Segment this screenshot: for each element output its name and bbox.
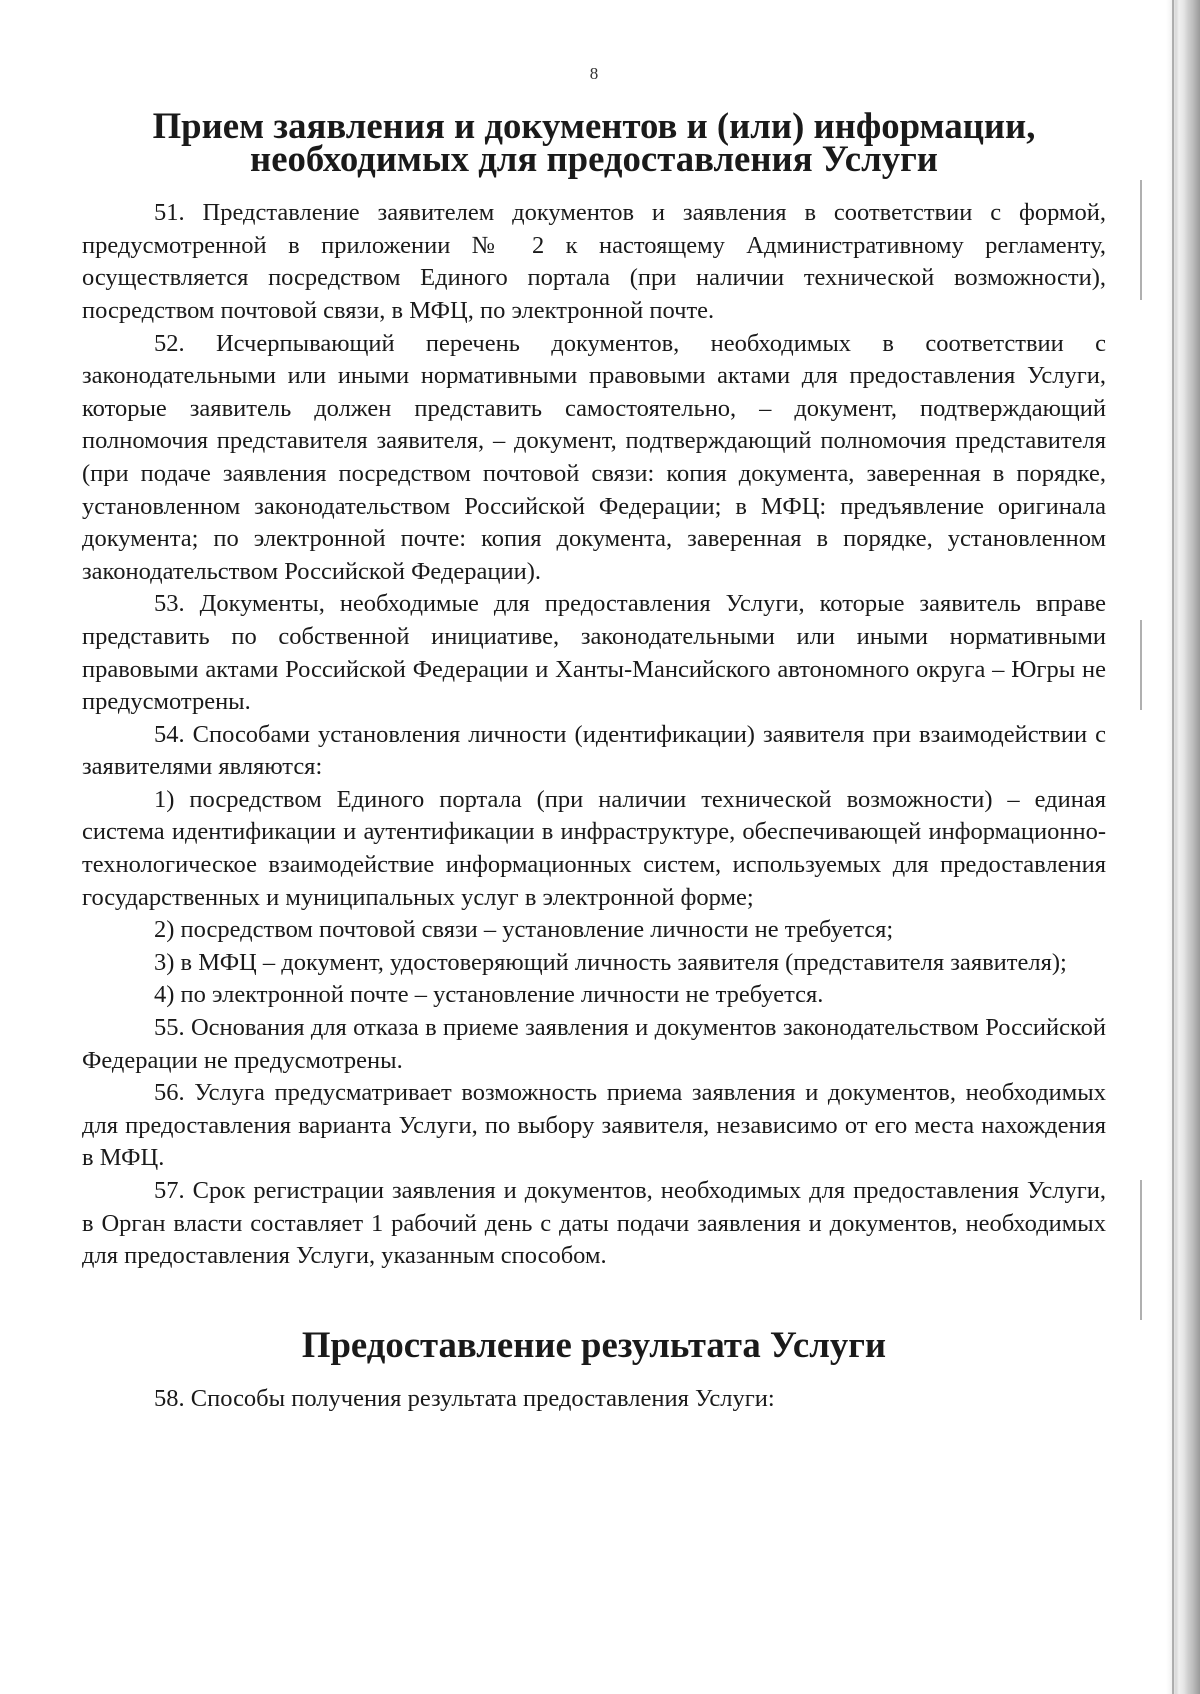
paragraph-55: 55. Основания для отказа в приеме заявления и документов законодательством Российской Федерации не предусмотрены. xyxy=(82,1014,1106,1074)
paragraph-51: 51. Представление заявителем документов и заявления в соответствии с формой, предусмотренной в приложении № 2 к настоящему Административному регламенту, осуществляется посредством Единого портала (при наличии технической возможности), посредством почтовой связи, в МФЦ, по электронной почте. xyxy=(82,199,1106,324)
paragraph-56: 56. Услуга предусматривает возможность приема заявления и документов, необходимых для предоставления варианта Услуги, по выбору заявителя, независимо от его места нахождения в МФЦ. xyxy=(82,1079,1106,1172)
scan-artifact-mark xyxy=(1140,180,1142,300)
paragraph-54: 54. Способами установления личности (идентификации) заявителя при взаимодействии с заявителями являются: xyxy=(82,720,1106,781)
scan-artifact-mark xyxy=(1140,620,1142,710)
list-item-54-4: 4) по электронной почте – установление личности не требуется. xyxy=(154,981,824,1009)
section-heading-result-delivery: Предоставление результата Услуги xyxy=(301,1323,887,1365)
page-number: 8 xyxy=(589,64,599,83)
list-item-54-1: 1) посредством Единого портала (при наличии технической возможности) – единая система идентификации и аутентификации в инфраструктуре, обеспечивающей информационно-технологическое взаимодействие информационных систем, используемых для предоставления государственных и муниципальных услуг в электронной форме; xyxy=(82,785,1106,911)
list-item-54-3: 3) в МФЦ – документ, удостоверяющий личность заявителя (представителя заявителя); xyxy=(154,948,1067,976)
paragraph-53: 53. Документы, необходимые для предоставления Услуги, которые заявитель вправе представить по собственной инициативе, законодательными или иными нормативными правовыми актами Российской Федерации и Ханты-Мансийского автономного округа – Югры не предусмотрены. xyxy=(82,590,1106,716)
paragraph-58: 58. Способы получения результата предоставления Услуги: xyxy=(154,1385,775,1413)
section-heading-document-intake: Прием заявления и документов и (или) информации, необходимых для предоставления Услуги xyxy=(152,105,1036,179)
list-item-54-2: 2) посредством почтовой связи – установление личности не требуется; xyxy=(154,916,894,944)
paragraph-57: 57. Срок регистрации заявления и документов, необходимых для предоставления Услуги, в Орган власти составляет 1 рабочий день с даты подачи заявления и документов, необходимых для предоставления Услуги, указанным способом. xyxy=(82,1177,1106,1270)
document-body xyxy=(82,105,1106,1416)
paragraph-52: 52. Исчерпывающий перечень документов, необходимых в соответствии с законодательными или иными нормативными правовыми актами для предоставления Услуги, которые заявитель должен представить самостоятельно, – документ, подтверждающий полномочия представителя заявителя, – документ, подтверждающий полномочия представителя (при подаче заявления посредством почтовой связи: копия документа, заверенная в порядке, установленном законодательством Российской Федерации; в МФЦ: предъявление оригинала документа; по электронной почте: копия документа, заверенная в порядке, установленном законодательством Российской Федерации). xyxy=(82,329,1106,585)
scan-edge-line xyxy=(1172,0,1174,1694)
scan-artifact-mark xyxy=(1140,1180,1142,1320)
